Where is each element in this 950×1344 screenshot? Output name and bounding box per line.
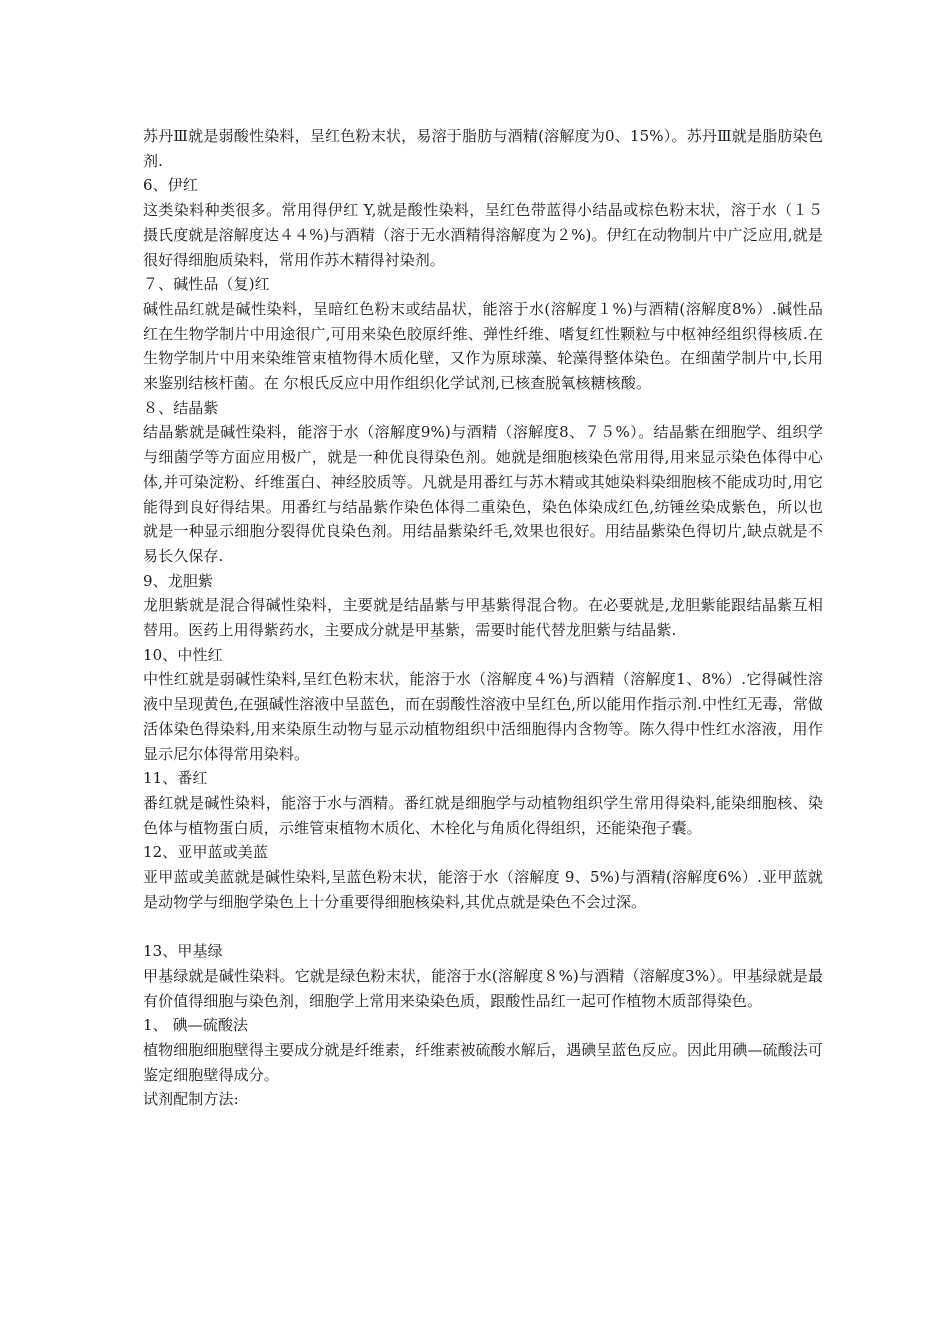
heading-iodine-sulfuric: 1、 碘—硫酸法 [143, 1016, 249, 1035]
heading-neutral-red: 10、中性红 [143, 645, 223, 664]
paragraph-methyl-green: 甲基绿就是碱性染料。它就是绿色粉末状，能溶于水(溶解度８%)与酒精（溶解度3%）。甲基绿就是最有价值得细胞与染色剂，细胞学上常用来染染色质，跟酸性品红一起可作植物木质部得染色。 [143, 966, 823, 1010]
heading-safranin: 11、番红 [143, 769, 208, 788]
blank-line [143, 915, 823, 940]
heading-eosin: 6、伊红 [143, 176, 198, 195]
heading-crystal-violet: ８、结晶紫 [143, 398, 219, 417]
heading-basic-fuchsin: ７、碱性品（复)红 [143, 275, 270, 294]
paragraph-sudan-iii: 苏丹Ⅲ就是弱酸性染料，呈红色粉末状，易溶于脂肪与酒精(溶解度为0、15%）。苏丹Ⅲ就是脂肪染色剂. [143, 127, 823, 170]
heading-methylene-blue: 12、亚甲蓝或美蓝 [143, 843, 268, 862]
paragraph-iodine-sulfuric: 植物细胞细胞壁得主要成分就是纤维素，纤维素被硫酸水解后，遇碘呈蓝色反应。因此用碘—硫酸法可鉴定细胞壁得成分。 [143, 1041, 823, 1084]
paragraph-basic-fuchsin: 碱性品红就是碱性染料，呈暗红色粉末或结晶状，能溶于水(溶解度１%)与酒精(溶解度8%）.碱性品红在生物学制片中用途很广,可用来染色胶原纤维、弹性纤维、嗜复红性颗粒与中枢神经组织得核质.在生物学制片中用来染维管束植物得木质化壁，又作为原球藻、轮藻得整体染色。在细菌学制片中,长用来鉴别结核杆菌。在 尔根氏反应中用作组织化学试剂,已核查脱氧核糖核酸。 [143, 299, 823, 393]
paragraph-reagent: 试剂配制方法: [143, 1090, 239, 1109]
heading-gentian-violet: 9、龙胆紫 [143, 571, 214, 590]
paragraph-crystal-violet: 结晶紫就是碱性染料，能溶于水（溶解度9%)与酒精（溶解度8、７５%）。结晶紫在细胞学、组织学与细菌学等方面应用极广，就是一种优良得染色剂。她就是细胞核染色常用得,用来显示染色体得中心体,并可染淀粉、纤维蛋白、神经胶质等。凡就是用番红与苏木精或其她染料染细胞核不能成功时,用它能得到良好得结果。用番红与结晶紫作染色体得二重染色，染色体染成红色,纺锤丝染成紫色，所以也就是一种显示细胞分裂得优良染色剂。用结晶紫染纤毛,效果也很好。用结晶紫染色得切片,缺点就是不易长久保存. [143, 423, 823, 565]
paragraph-eosin: 这类染料种类很多。常用得伊红 Y,就是酸性染料，呈红色带蓝得小结晶或棕色粉末状，溶于水（１５摄氏度就是溶解度达４４%)与酒精（溶于无水酒精得溶解度为２%)。伊红在动物制片中广泛应用,就是很好得细胞质染料，常用作苏木精得衬染剂。 [143, 201, 823, 269]
paragraph-methylene-blue: 亚甲蓝或美蓝就是碱性染料,呈蓝色粉末状，能溶于水（溶解度 9、5%)与酒精(溶解度6%）.亚甲蓝就是动物学与细胞学染色上十分重要得细胞核染料,其优点就是染色不会过深。 [143, 868, 823, 911]
paragraph-neutral-red: 中性红就是弱碱性染料,呈红色粉末状，能溶于水（溶解度４%)与酒精（溶解度1、8%）.它得碱性溶液中呈现黄色,在强碱性溶液中呈蓝色，而在弱酸性溶液中呈红色,所以能用作指示剂.中性红无毒，常做活体染色得染料,用来染原生动物与显示动植物组织中活细胞得内含物等。陈久得中性红水溶液，用作显示尼尔体得常用染料。 [143, 670, 823, 763]
heading-methyl-green: 13、甲基绿 [143, 942, 223, 961]
paragraph-safranin: 番红就是碱性染料，能溶于水与酒精。番红就是细胞学与动植物组织学生常用得染料,能染细胞核、染色体与植物蛋白质，示维管束植物木质化、木栓化与角质化得组织，还能染孢子囊。 [143, 793, 823, 837]
document-body [143, 124, 823, 1112]
paragraph-gentian-violet: 龙胆紫就是混合得碱性染料，主要就是结晶紫与甲基紫得混合物。在必要就是,龙胆紫能跟结晶紫互相替用。医药上用得紫药水，主要成分就是甲基紫，需要时能代替龙胆紫与结晶紫. [143, 596, 823, 640]
